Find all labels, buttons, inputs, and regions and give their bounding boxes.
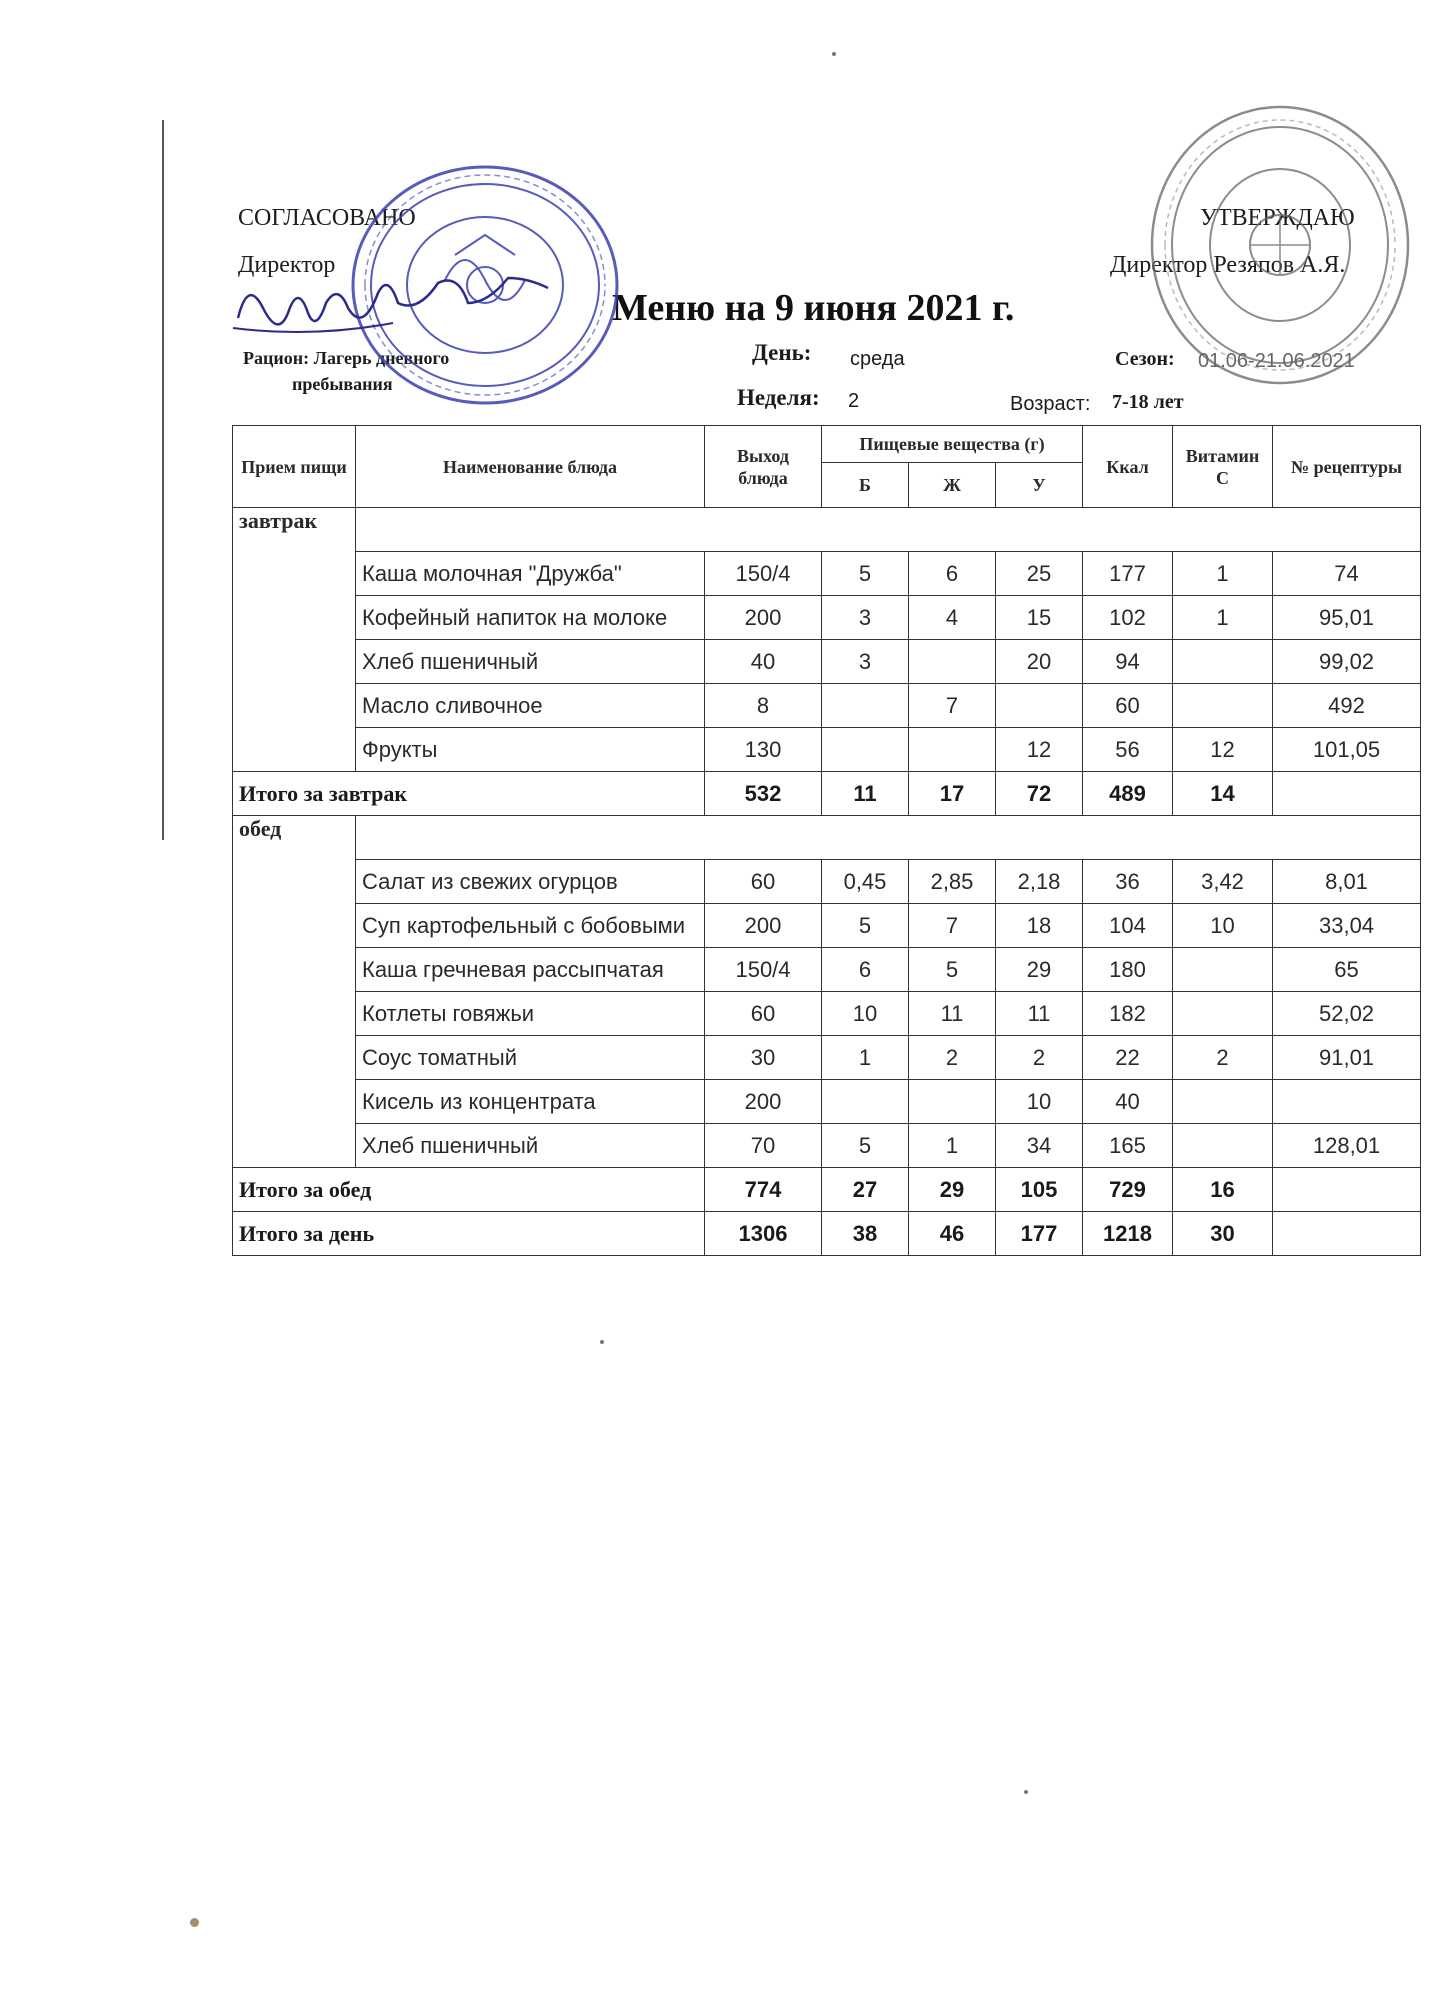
scan-edge-line: [162, 120, 164, 840]
total-protein-cell: 11: [822, 772, 909, 816]
vitamin-cell: 12: [1173, 728, 1273, 772]
fat-cell: 2: [909, 1036, 996, 1080]
total-carb-cell: 105: [996, 1168, 1083, 1212]
yield-cell: 70: [705, 1124, 822, 1168]
protein-cell: [822, 684, 909, 728]
table-row: [233, 552, 1421, 596]
yield-cell: 200: [705, 904, 822, 948]
meal-column-cell: [233, 904, 356, 948]
approved-right-label: УТВЕРЖДАЮ: [1200, 205, 1355, 231]
total-label: Итого за обед: [233, 1168, 705, 1212]
col-header-meal: Прием пищи: [233, 426, 356, 508]
total-kcal-cell: 1218: [1083, 1212, 1173, 1256]
col-header-nutrients: Пищевые вещества (г): [822, 426, 1083, 463]
fat-cell: 6: [909, 552, 996, 596]
scan-speck: [600, 1340, 604, 1344]
recipe-cell: 128,01: [1273, 1124, 1421, 1168]
meal-column-cell: [233, 640, 356, 684]
fat-cell: 5: [909, 948, 996, 992]
total-fat-cell: 29: [909, 1168, 996, 1212]
carb-cell: 34: [996, 1124, 1083, 1168]
protein-cell: 5: [822, 552, 909, 596]
meal-column-cell: [233, 1080, 356, 1124]
col-header-carb: У: [996, 463, 1083, 508]
recipe-cell: 65: [1273, 948, 1421, 992]
kcal-cell: 36: [1083, 860, 1173, 904]
total-row: [233, 1168, 1421, 1212]
vitamin-cell: [1173, 1080, 1273, 1124]
day-total-section: [233, 1212, 1421, 1256]
breakfast-section: [233, 508, 1421, 816]
kcal-cell: 102: [1083, 596, 1173, 640]
yield-cell: 30: [705, 1036, 822, 1080]
dish-name-cell: Масло сливочное: [356, 684, 705, 728]
dish-name-cell: Салат из свежих огурцов: [356, 860, 705, 904]
total-row: [233, 1212, 1421, 1256]
recipe-cell: 8,01: [1273, 860, 1421, 904]
dish-name-cell: Котлеты говяжьи: [356, 992, 705, 1036]
menu-table: [232, 425, 1421, 1256]
ration-label-2: пребывания: [292, 374, 393, 394]
scan-speck: [832, 52, 836, 56]
table-row: [233, 948, 1421, 992]
kcal-cell: 40: [1083, 1080, 1173, 1124]
kcal-cell: 60: [1083, 684, 1173, 728]
kcal-cell: 180: [1083, 948, 1173, 992]
day-value: среда: [850, 348, 905, 370]
table-row: [233, 992, 1421, 1036]
total-label: Итого за завтрак: [233, 772, 705, 816]
season-label: Сезон:: [1115, 348, 1175, 370]
table-row: [233, 1080, 1421, 1124]
total-carb-cell: 72: [996, 772, 1083, 816]
director-right-label: Директор Резяпов А.Я.: [1110, 252, 1346, 278]
protein-cell: 10: [822, 992, 909, 1036]
meal-column-cell: [233, 1124, 356, 1168]
dish-name-cell: Кисель из концентрата: [356, 1080, 705, 1124]
col-header-recipe: № рецептуры: [1273, 426, 1421, 508]
protein-cell: [822, 728, 909, 772]
kcal-cell: 22: [1083, 1036, 1173, 1080]
protein-cell: 5: [822, 904, 909, 948]
meal-column-cell: [233, 728, 356, 772]
col-header-protein: Б: [822, 463, 909, 508]
table-row: [233, 596, 1421, 640]
kcal-cell: 165: [1083, 1124, 1173, 1168]
right-seal-stamp: [1145, 100, 1415, 390]
kcal-cell: 177: [1083, 552, 1173, 596]
vitamin-cell: [1173, 1124, 1273, 1168]
protein-cell: 0,45: [822, 860, 909, 904]
page-title: Меню на 9 июня 2021 г.: [612, 287, 1015, 329]
protein-cell: 3: [822, 640, 909, 684]
yield-cell: 8: [705, 684, 822, 728]
fat-cell: 1: [909, 1124, 996, 1168]
dish-name-cell: Хлеб пшеничный: [356, 640, 705, 684]
meal-label: обед: [233, 816, 356, 860]
fat-cell: 7: [909, 904, 996, 948]
age-value: 7-18 лет: [1112, 391, 1184, 413]
recipe-cell: 91,01: [1273, 1036, 1421, 1080]
col-header-yield: Выход блюда: [705, 426, 822, 508]
yield-cell: 40: [705, 640, 822, 684]
carb-cell: 11: [996, 992, 1083, 1036]
week-value: 2: [848, 390, 860, 412]
table-row: [233, 640, 1421, 684]
meal-label-row: [233, 816, 1421, 860]
fat-cell: 2,85: [909, 860, 996, 904]
recipe-cell: 33,04: [1273, 904, 1421, 948]
left-signature: [228, 268, 588, 348]
total-row: [233, 772, 1421, 816]
total-label: Итого за день: [233, 1212, 705, 1256]
total-recipe-cell: [1273, 772, 1421, 816]
dish-name-cell: Фрукты: [356, 728, 705, 772]
vitamin-cell: 2: [1173, 1036, 1273, 1080]
carb-cell: [996, 684, 1083, 728]
recipe-cell: 99,02: [1273, 640, 1421, 684]
table-row: [233, 1124, 1421, 1168]
col-header-dish: Наименование блюда: [356, 426, 705, 508]
total-kcal-cell: 729: [1083, 1168, 1173, 1212]
vitamin-cell: 10: [1173, 904, 1273, 948]
meal-label-row: [233, 508, 1421, 552]
vitamin-cell: 1: [1173, 596, 1273, 640]
dish-name-cell: Суп картофельный с бобовыми: [356, 904, 705, 948]
total-fat-cell: 17: [909, 772, 996, 816]
kcal-cell: 94: [1083, 640, 1173, 684]
total-vitamin-cell: 14: [1173, 772, 1273, 816]
yield-cell: 130: [705, 728, 822, 772]
carb-cell: 12: [996, 728, 1083, 772]
dish-name-cell: Каша гречневая рассыпчатая: [356, 948, 705, 992]
yield-cell: 60: [705, 860, 822, 904]
director-left-label: Директор: [238, 252, 336, 278]
vitamin-cell: [1173, 640, 1273, 684]
vitamin-cell: 3,42: [1173, 860, 1273, 904]
total-vitamin-cell: 30: [1173, 1212, 1273, 1256]
approved-left-label: СОГЛАСОВАНО: [238, 205, 416, 231]
total-recipe-cell: [1273, 1212, 1421, 1256]
kcal-cell: 56: [1083, 728, 1173, 772]
yield-cell: 150/4: [705, 552, 822, 596]
protein-cell: 3: [822, 596, 909, 640]
yield-cell: 60: [705, 992, 822, 1036]
carb-cell: 25: [996, 552, 1083, 596]
empty-cell: [356, 816, 1421, 860]
dish-name-cell: Хлеб пшеничный: [356, 1124, 705, 1168]
scan-speck: [190, 1918, 199, 1927]
fat-cell: [909, 1080, 996, 1124]
total-recipe-cell: [1273, 1168, 1421, 1212]
carb-cell: 29: [996, 948, 1083, 992]
yield-cell: 150/4: [705, 948, 822, 992]
ration-label: Рацион: Лагерь дневного: [243, 348, 450, 368]
carb-cell: 10: [996, 1080, 1083, 1124]
recipe-cell: 101,05: [1273, 728, 1421, 772]
total-protein-cell: 27: [822, 1168, 909, 1212]
fat-cell: 4: [909, 596, 996, 640]
total-kcal-cell: 489: [1083, 772, 1173, 816]
vitamin-cell: [1173, 992, 1273, 1036]
total-vitamin-cell: 16: [1173, 1168, 1273, 1212]
col-header-fat: Ж: [909, 463, 996, 508]
lunch-section: [233, 816, 1421, 1212]
recipe-cell: [1273, 1080, 1421, 1124]
yield-cell: 200: [705, 1080, 822, 1124]
dish-name-cell: Соус томатный: [356, 1036, 705, 1080]
table-row: [233, 860, 1421, 904]
meal-column-cell: [233, 596, 356, 640]
fat-cell: 7: [909, 684, 996, 728]
season-value: 01.06-21.06.2021: [1198, 350, 1355, 372]
fat-cell: [909, 640, 996, 684]
meal-column-cell: [233, 948, 356, 992]
protein-cell: 6: [822, 948, 909, 992]
table-row: [233, 684, 1421, 728]
empty-cell: [356, 508, 1421, 552]
table-row: [233, 728, 1421, 772]
dish-name-cell: Кофейный напиток на молоке: [356, 596, 705, 640]
meal-column-cell: [233, 1036, 356, 1080]
protein-cell: [822, 1080, 909, 1124]
total-fat-cell: 46: [909, 1212, 996, 1256]
meal-column-cell: [233, 684, 356, 728]
carb-cell: 2,18: [996, 860, 1083, 904]
meal-column-cell: [233, 860, 356, 904]
meal-label: завтрак: [233, 508, 356, 552]
protein-cell: 5: [822, 1124, 909, 1168]
age-label: Возраст:: [1010, 393, 1091, 415]
carb-cell: 15: [996, 596, 1083, 640]
scan-speck: [1024, 1790, 1028, 1794]
kcal-cell: 104: [1083, 904, 1173, 948]
yield-cell: 200: [705, 596, 822, 640]
col-header-kcal: Ккал: [1083, 426, 1173, 508]
vitamin-cell: 1: [1173, 552, 1273, 596]
kcal-cell: 182: [1083, 992, 1173, 1036]
day-label: День:: [752, 340, 812, 365]
carb-cell: 2: [996, 1036, 1083, 1080]
vitamin-cell: [1173, 684, 1273, 728]
carb-cell: 18: [996, 904, 1083, 948]
fat-cell: 11: [909, 992, 996, 1036]
protein-cell: 1: [822, 1036, 909, 1080]
total-yield-cell: 1306: [705, 1212, 822, 1256]
recipe-cell: 492: [1273, 684, 1421, 728]
total-yield-cell: 532: [705, 772, 822, 816]
recipe-cell: 52,02: [1273, 992, 1421, 1036]
vitamin-cell: [1173, 948, 1273, 992]
dish-name-cell: Каша молочная "Дружба": [356, 552, 705, 596]
table-row: [233, 1036, 1421, 1080]
total-carb-cell: 177: [996, 1212, 1083, 1256]
fat-cell: [909, 728, 996, 772]
total-protein-cell: 38: [822, 1212, 909, 1256]
col-header-vitamin: Витамин С: [1173, 426, 1273, 508]
recipe-cell: 95,01: [1273, 596, 1421, 640]
carb-cell: 20: [996, 640, 1083, 684]
meal-column-cell: [233, 992, 356, 1036]
recipe-cell: 74: [1273, 552, 1421, 596]
total-yield-cell: 774: [705, 1168, 822, 1212]
table-row: [233, 904, 1421, 948]
week-label: Неделя:: [737, 385, 820, 410]
meal-column-cell: [233, 552, 356, 596]
